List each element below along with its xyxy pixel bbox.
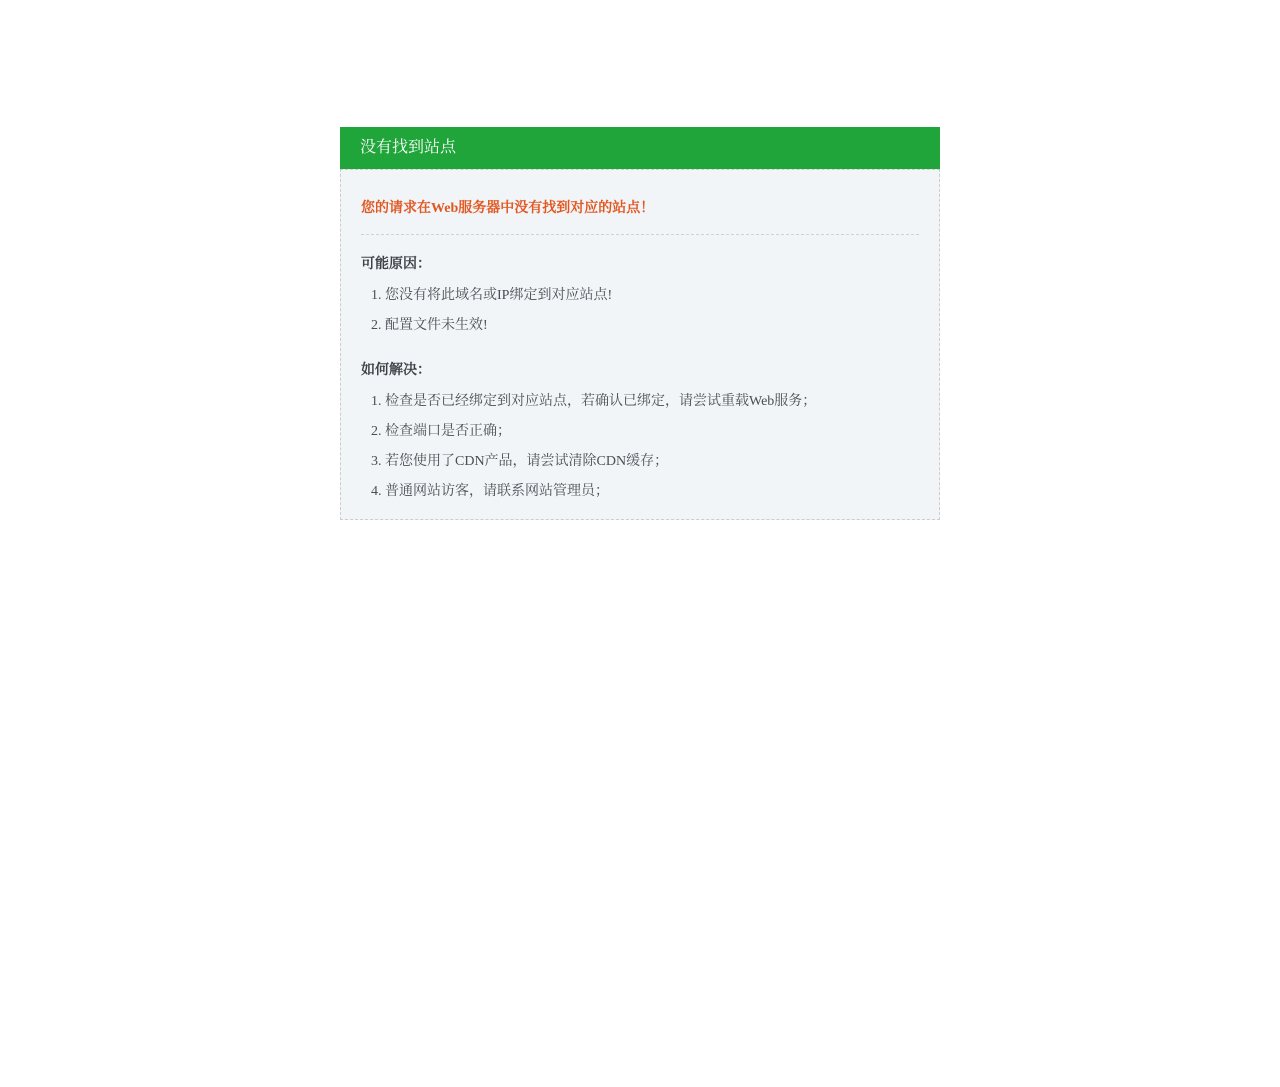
- section-heading-causes: 可能原因：: [361, 257, 431, 272]
- error-message: 您的请求在Web服务器中没有找到对应的站点！: [361, 201, 655, 216]
- page-title: 没有找到站点: [360, 139, 457, 156]
- list-item: 3. 若您使用了CDN产品，请尝试清除CDN缓存；: [385, 447, 919, 477]
- solutions-list: [361, 387, 919, 507]
- list-item: 4. 普通网站访客，请联系网站管理员；: [385, 477, 919, 507]
- list-item: 1. 您没有将此域名或IP绑定到对应站点!: [385, 281, 919, 311]
- list-item: 1. 检查是否已经绑定到对应站点，若确认已绑定，请尝试重载Web服务；: [385, 387, 919, 417]
- causes-list: [361, 281, 919, 341]
- section-heading-solutions: 如何解决：: [361, 363, 431, 378]
- error-panel: [340, 127, 940, 520]
- panel-body: [340, 169, 940, 520]
- list-item: 2. 检查端口是否正确；: [385, 417, 919, 447]
- panel-header: [340, 127, 940, 169]
- divider: [361, 234, 919, 235]
- list-item: 2. 配置文件未生效!: [385, 311, 919, 341]
